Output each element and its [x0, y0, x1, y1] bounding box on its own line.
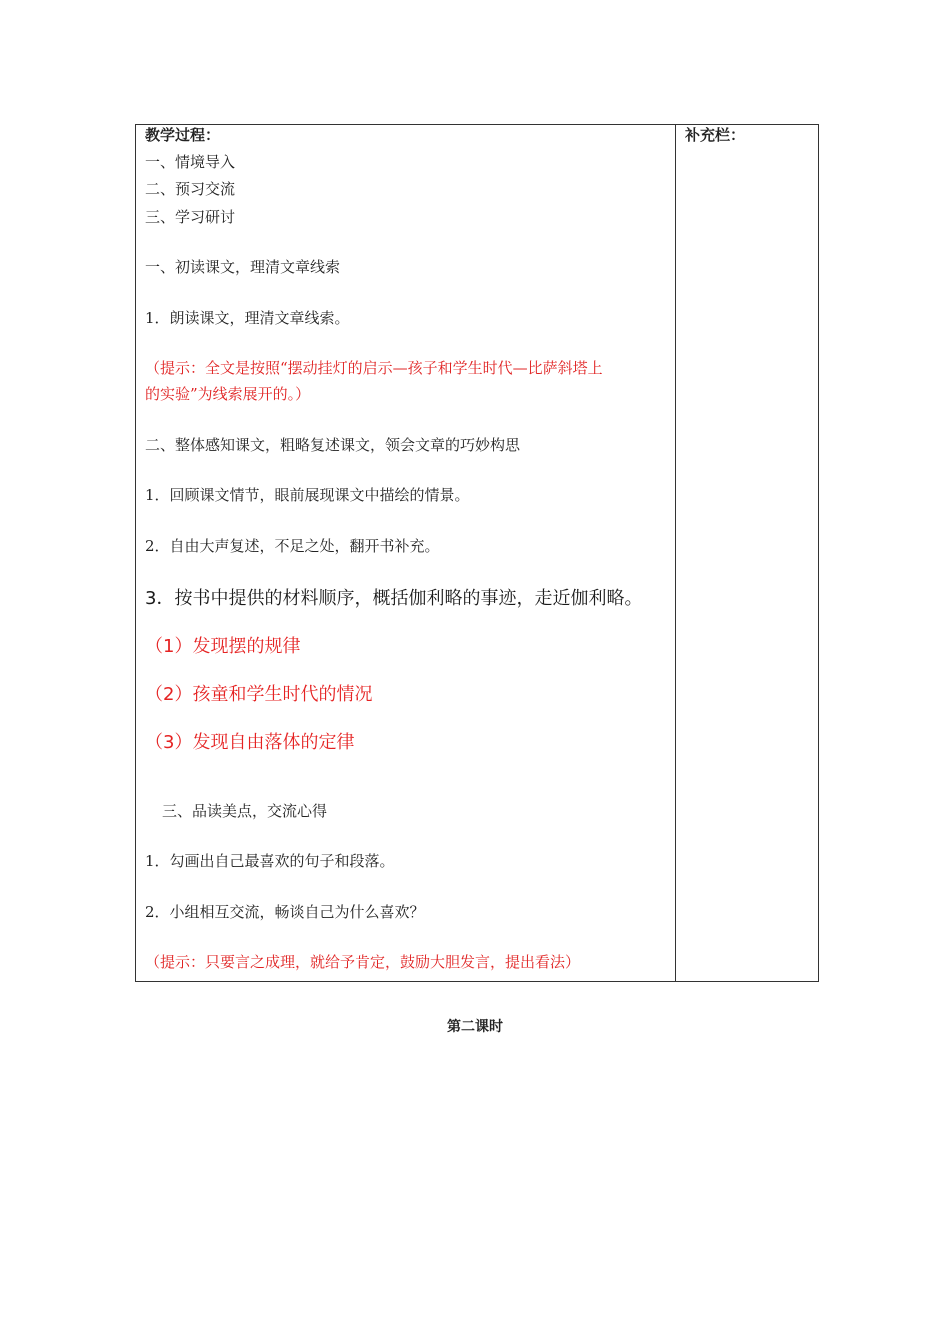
point-pendulum-law: （1）发现摆的规律: [145, 636, 301, 657]
step-preview-exchange: 二、预习交流: [145, 180, 236, 198]
section-first-reading: 一、初读课文，理清文章线索: [145, 258, 341, 276]
point-free-fall-law: （3）发现自由落体的定律: [145, 732, 355, 753]
section-appreciate-highlights: 三、品读美点，交流心得: [162, 802, 328, 820]
step-study-discussion: 三、学习研讨: [145, 208, 236, 226]
lesson-table: [135, 124, 819, 982]
hint-encourage-speaking: （提示：只要言之成理，就给予肯定，鼓励大胆发言，提出看法）: [145, 953, 581, 971]
item-group-exchange: 2．小组相互交流，畅谈自己为什么喜欢？: [145, 903, 425, 921]
item-retell-aloud: 2．自由大声复述，不足之处，翻开书补充。: [145, 537, 440, 555]
item-review-plot: 1．回顾课文情节，眼前展现课文中描绘的情景。: [145, 486, 470, 504]
item-read-aloud: 1．朗读课文，理清文章线索。: [145, 309, 350, 327]
item-summarize-deeds: 3．按书中提供的材料顺序，概括伽利略的事迹，走近伽利略。: [145, 588, 643, 609]
teaching-process-header: 教学过程：: [145, 126, 221, 144]
hint-clue-line-1: （提示：全文是按照“摆动挂灯的启示—孩子和学生时代—比萨斜塔上: [145, 359, 603, 377]
step-situation-intro: 一、情境导入: [145, 153, 236, 171]
teaching-process-column: [136, 125, 676, 981]
second-lesson-title: 第二课时: [447, 1019, 503, 1035]
supplement-header: 补充栏：: [685, 126, 746, 144]
point-childhood-student: （2）孩童和学生时代的情况: [145, 684, 373, 705]
section-overall-perception: 二、整体感知课文，粗略复述课文，领会文章的巧妙构思: [145, 436, 521, 454]
hint-clue-line-2: 的实验”为线索展开的。）: [145, 385, 311, 403]
item-mark-favorites: 1．勾画出自己最喜欢的句子和段落。: [145, 852, 395, 870]
supplement-column: [676, 125, 818, 981]
